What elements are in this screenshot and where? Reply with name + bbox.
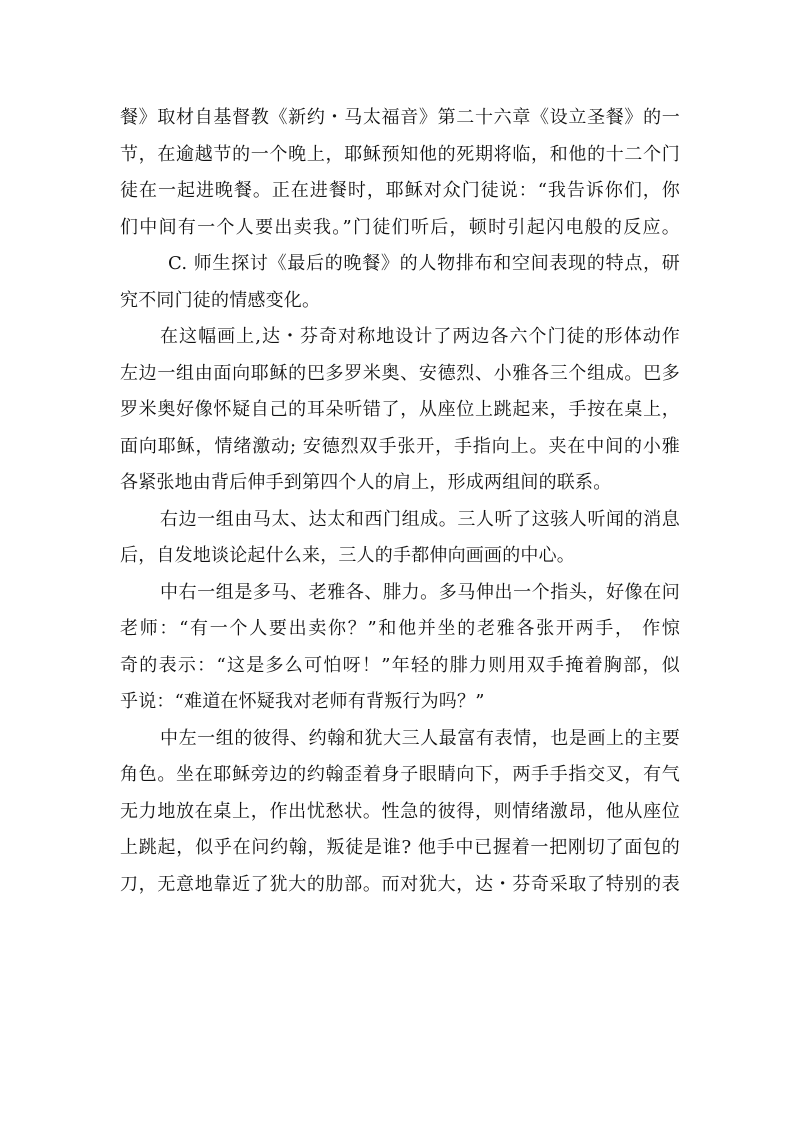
- text-line: 中右一组是多马、老雅各、腓力。多马伸出一个指头，好像在问: [160, 581, 680, 603]
- text-line: 究不同门徒的情感变化。: [120, 289, 321, 311]
- text-line: 奇的表示：“这是多么可怕呀！”年轻的腓力则用双手掩着胸部，似: [120, 654, 680, 676]
- text-line: 上跳起，似乎在问约翰，叛徒是谁? 他手中已握着一把刚切了面包的: [120, 837, 680, 858]
- text-line: 后，自发地谈论起什么来，三人的手都伸向画画的中心。: [120, 545, 575, 566]
- paragraph-4: [120, 502, 680, 575]
- text-line: C. 师生探讨《最后的晚餐》的人物排布和空间表现的特点，研: [168, 253, 680, 274]
- text-line: 角色。坐在耶稣旁边的约翰歪着身子眼睛向下，两手手指交叉，有气: [120, 764, 680, 785]
- text-line: 餐》取材自基督教《新约・马太福音》第二十六章《设立圣餐》的一: [120, 107, 680, 128]
- text-line: 乎说：“难道在怀疑我对老师有背叛行为吗？”: [120, 691, 485, 712]
- document-body: [120, 100, 680, 903]
- text-line: 无力地放在桌上，作出忧愁状。性急的彼得，则情绪激昂，他从座位: [120, 800, 680, 822]
- paragraph-5: [120, 575, 680, 721]
- paragraph-1: [120, 100, 680, 246]
- text-line: 徒在一起进晚餐。正在进餐时，耶稣对众门徒说：“我告诉你们，你: [120, 180, 680, 201]
- text-line: 罗米奥好像怀疑自己的耳朵听错了，从座位上跳起来，手按在桌上，: [120, 399, 680, 420]
- paragraph-2: [120, 246, 680, 319]
- text-line: 刀，无意地靠近了犹大的肋部。而对犹大，达・芬奇采取了特别的表: [120, 873, 680, 895]
- text-line: 右边一组由马太、达太和西门组成。三人听了这骇人听闻的消息: [160, 508, 680, 530]
- text-line: 各紧张地由背后伸手到第四个人的肩上，形成两组间的联系。: [120, 472, 612, 493]
- text-line: 左边一组由面向耶稣的巴多罗米奥、安德烈、小雅各三个组成。巴多: [120, 362, 680, 384]
- text-line: 在这幅画上,达・芬奇对称地设计了两边各六个门徒的形体动作: [160, 326, 680, 347]
- text-line: 节，在逾越节的一个晚上，耶稣预知他的死期将临，和他的十二个门: [120, 143, 680, 165]
- text-line: 们中间有一个人要出卖我。”门徒们听后，顿时引起闪电般的反应。: [120, 216, 680, 238]
- text-line: 面向耶稣，情绪激动; 安德烈双手张开，手指向上。夹在中间的小雅: [120, 435, 680, 457]
- text-line: 老师：“有一个人要出卖你？”和他并坐的老雅各张开两手， 作惊: [120, 618, 680, 639]
- text-line: 中左一组的彼得、约翰和犹大三人最富有表情，也是画上的主要: [160, 727, 680, 749]
- paragraph-6: [120, 721, 680, 904]
- paragraph-3: [120, 319, 680, 502]
